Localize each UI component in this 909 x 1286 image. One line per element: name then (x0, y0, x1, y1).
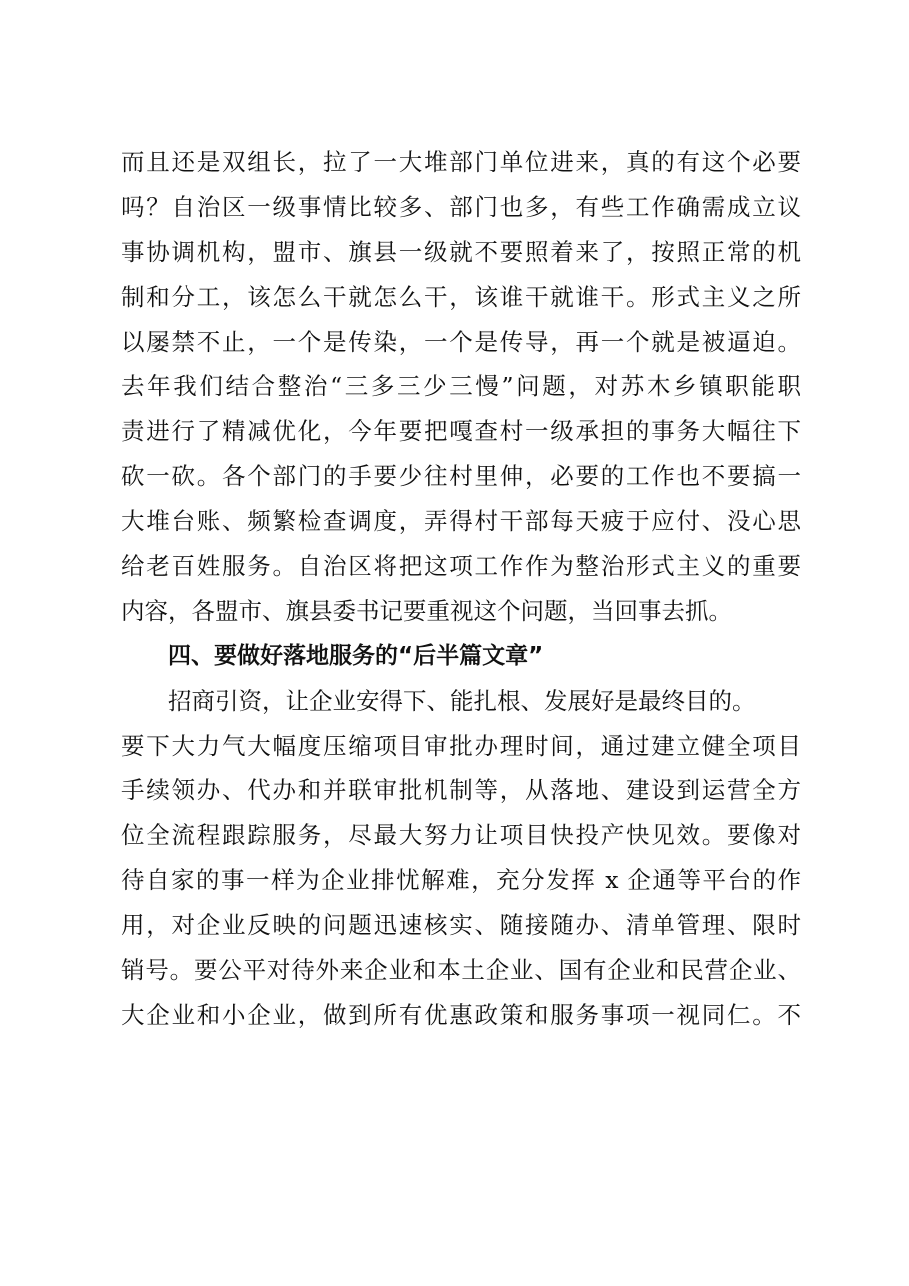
paragraph-first-line: 招商引资，让企业安得下、能扎根、发展好是最终目的。 (168, 686, 756, 715)
paragraph-line: 待自家的事一样为企业排忧解难，充分发挥 x 企通等平台的作 (121, 866, 801, 895)
paragraph-line: 事协调机构，盟市、旗县一级就不要照着来了，按照正常的机 (121, 237, 801, 266)
paragraph-line: 大企业和小企业，做到所有优惠政策和服务事项一视同仁。不 (121, 1000, 801, 1029)
paragraph-line: 砍一砍。各个部门的手要少往村里伸，必要的工作也不要搞一 (121, 462, 801, 491)
paragraph-line: 要下大力气大幅度压缩项目审批办理时间，通过建立健全项目 (121, 731, 801, 760)
paragraph-line-last: 内容，各盟市、旗县委书记要重视这个问题，当回事去抓。 (121, 596, 732, 625)
section-heading: 四、要做好落地服务的“后半篇文章” (168, 642, 544, 669)
body-text (121, 140, 801, 1038)
paragraph-line: 责进行了精减优化，今年要把嘎查村一级承担的事务大幅往下 (121, 417, 801, 446)
paragraph-line: 吗？自治区一级事情比较多、部门也多，有些工作确需成立议 (121, 192, 801, 221)
paragraph-line: 手续领办、代办和并联审批机制等，从落地、建设到运营全方 (121, 776, 801, 805)
paragraph-line: 以屡禁不止，一个是传染，一个是传导，再一个就是被逼迫。 (121, 327, 801, 356)
paragraph-line: 去年我们结合整治“三多三少三慢”问题，对苏木乡镇职能职 (121, 372, 801, 401)
paragraph-line: 而且还是双组长，拉了一大堆部门单位进来，真的有这个必要 (121, 148, 801, 176)
paragraph-line: 位全流程跟踪服务，尽最大努力让项目快投产快见效。要像对 (121, 821, 801, 850)
paragraph-line: 用，对企业反映的问题迅速核实、随接随办、清单管理、限时 (121, 911, 801, 940)
paragraph-line: 大堆台账、频繁检查调度，弄得村干部每天疲于应付、没心思 (121, 507, 801, 536)
paragraph-line: 销号。要公平对待外来企业和本土企业、国有企业和民营企业、 (121, 956, 801, 985)
paragraph-line: 制和分工，该怎么干就怎么干，该谁干就谁干。形式主义之所 (121, 282, 801, 311)
paragraph-line: 给老百姓服务。自治区将把这项工作作为整治形式主义的重要 (121, 552, 801, 581)
